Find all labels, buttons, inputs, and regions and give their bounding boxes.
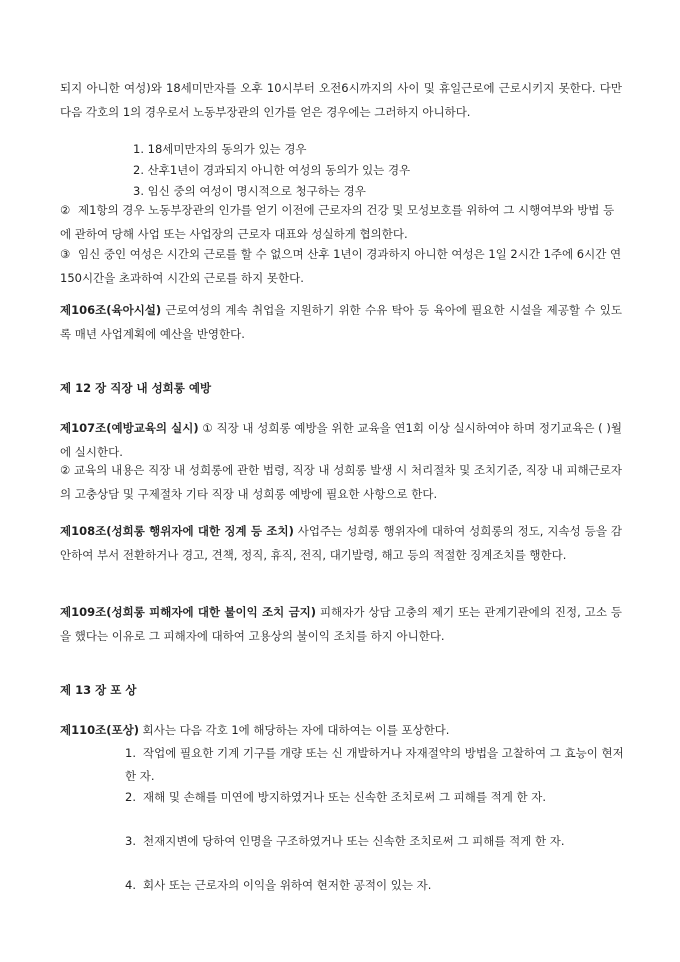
list-item: [125, 830, 625, 853]
item-number: 4.: [125, 878, 136, 892]
article-108: [60, 519, 622, 567]
article-107-para-2: ② 교육의 내용은 직장 내 성희롱에 관한 법령, 직장 내 성희롱 발생 시 처리절차 및 조치기준, 직장 내 피해근로자의 고충상담 및 구제절차 기타 직장 내 성희롱 예방에 필요한 사항으로 한다.: [60, 463, 622, 501]
item-number: 2.: [125, 790, 136, 804]
paragraph-2: [60, 198, 622, 246]
article-title: 제109조(성희롱 피해자에 대한 불이익 조치 금지): [60, 605, 317, 619]
intro-paragraph: 되지 아니한 여성)와 18세미만자를 오후 10시부터 오전6시까지의 사이 및 휴일근로에 근로시키지 못한다. 다만 다음 각호의 1의 경우로서 노동부장관의 인가를 얻은 경우에는 그러하지 아니하다.: [60, 81, 622, 119]
chapter-heading: 제 12 장 직장 내 성희롱 예방: [60, 381, 212, 395]
list-item: 3. 임신 중의 여성이 명시적으로 청구하는 경우: [133, 184, 366, 198]
article-109: [60, 600, 622, 648]
list-item: 1. 18세미만자의 동의가 있는 경우: [133, 142, 307, 156]
item-text: 재해 및 손해를 미연에 방지하였거나 또는 신속한 조치로써 그 피해를 적게 한 자.: [143, 790, 547, 804]
list-item: 2. 산후1년이 경과되지 아니한 여성의 동의가 있는 경우: [133, 163, 411, 177]
article-title: 제110조(포상): [60, 723, 139, 737]
paragraph-mark: ③: [60, 247, 71, 261]
article-110: [60, 718, 622, 742]
paragraph-text: 제1항의 경우 노동부장관의 인가를 얻기 이전에 근로자의 건강 및 모성보호를 위하여 그 시행여부와 방법 등에 관하여 당해 사업 또는 사업장의 근로자 대표와 성실하게 협의한다.: [60, 203, 615, 241]
article-title: 제108조(성희롱 행위자에 대한 징계 등 조치): [60, 524, 294, 538]
list-item: [125, 786, 625, 809]
list-item: [125, 742, 625, 788]
article-text: 근로여성의 계속 취업을 지원하기 위한 수유 탁아 등 육아에 필요한 시설을 제공할 수 있도록 매년 사업계획에 예산을 반영한다.: [60, 303, 622, 341]
article-107: [60, 416, 622, 464]
chapter-heading: 제 13 장 포 상: [60, 683, 137, 697]
article-text: 회사는 다음 각호 1에 해당하는 자에 대하여는 이를 포상한다.: [138, 723, 450, 737]
article-106: [60, 298, 622, 346]
article-title: 제106조(육아시설): [60, 303, 162, 317]
item-text: 천재지변에 당하여 인명을 구조하였거나 또는 신속한 조치로써 그 피해를 적게 한 자.: [143, 834, 565, 848]
item-number: 1.: [125, 746, 136, 760]
item-text: 작업에 필요한 기계 기구를 개량 또는 신 개발하거나 자재절약의 방법을 고찰하여 그 효능이 현저한 자.: [125, 746, 624, 783]
list-item: [125, 874, 625, 897]
article-title: 제107조(예방교육의 실시): [60, 421, 199, 435]
item-text: 회사 또는 근로자의 이익을 위하여 현저한 공적이 있는 자.: [143, 878, 432, 892]
paragraph-3: [60, 242, 622, 290]
article-text: 피해자가 상담 고충의 제기 또는 관계기관에의 진정, 고소 등을 했다는 이유로 그 피해자에 대하여 고용상의 불이익 조치를 하지 아니한다.: [60, 605, 622, 643]
paragraph-mark: ②: [60, 203, 71, 217]
article-text: 사업주는 성희롱 행위자에 대하여 성희롱의 정도, 지속성 등을 감안하여 부서 전환하거나 경고, 견책, 정직, 휴직, 전직, 대기발령, 해고 등의 적절한 징계조치를 행한다.: [60, 524, 622, 562]
paragraph-text: 임신 중인 여성은 시간외 근로를 할 수 없으며 산후 1년이 경과하지 아니한 여성은 1일 2시간 1주에 6시간 연150시간을 초과하여 시간외 근로를 하지 못한다.: [60, 247, 622, 285]
item-number: 3.: [125, 834, 136, 848]
article-text: ① 직장 내 성희롱 예방을 위한 교육을 연1회 이상 실시하여야 하며 정기교육은 ( )월에 실시한다.: [60, 421, 622, 459]
